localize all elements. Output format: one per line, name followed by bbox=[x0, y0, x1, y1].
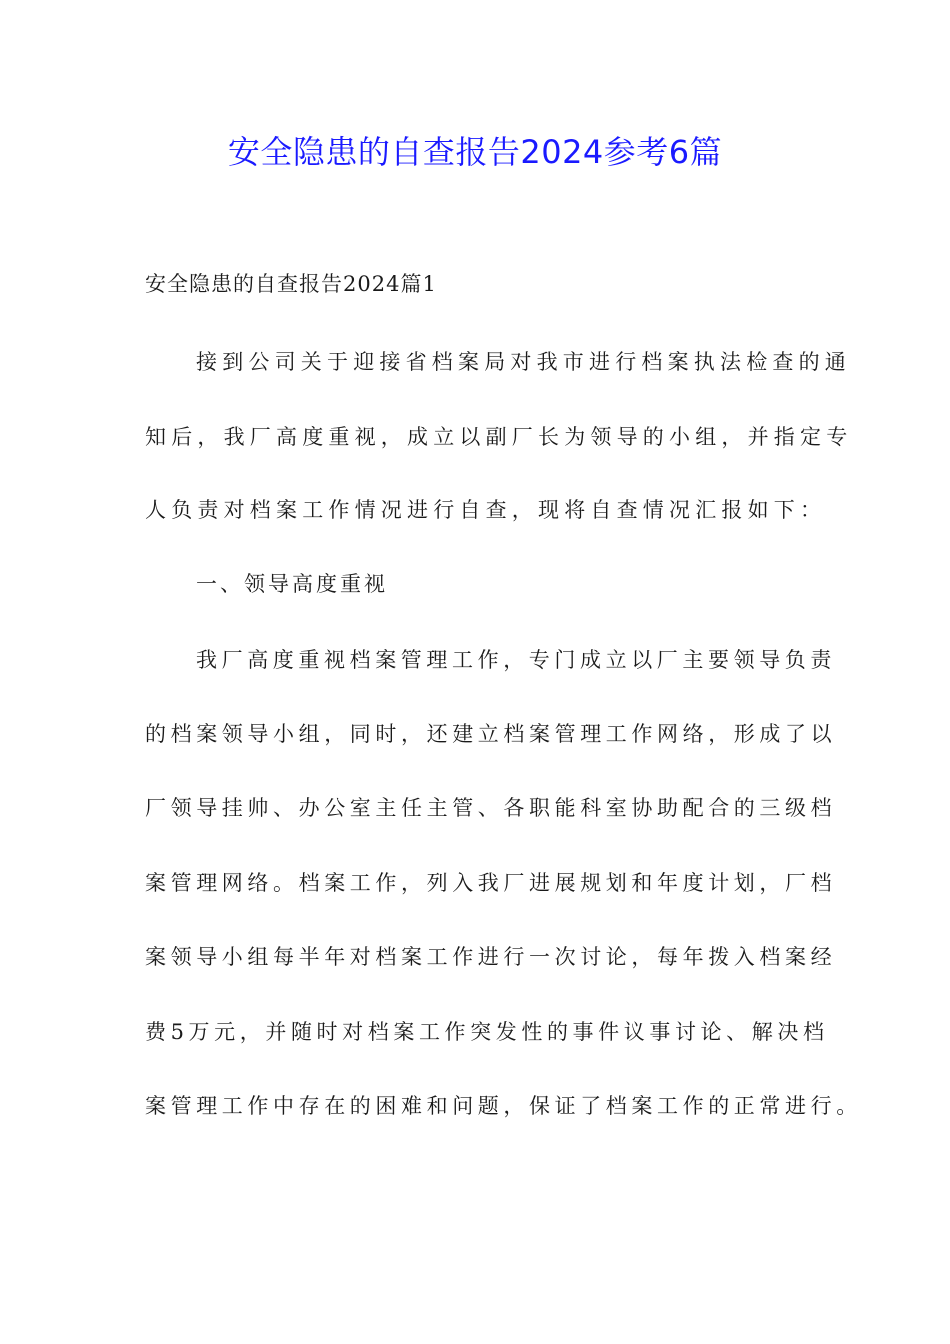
paragraph-2-line-5: 案领导小组每半年对档案工作进行一次讨论，每年拨入档案经 bbox=[145, 945, 837, 969]
paragraph-2-line-4: 案管理网络。档案工作，列入我厂进展规划和年度计划，厂档 bbox=[145, 871, 837, 895]
paragraph-2-line-6: 费5万元，并随时对档案工作突发性的事件议事讨论、解决档 bbox=[145, 1020, 829, 1044]
section-heading: 安全隐患的自查报告2024篇1 bbox=[145, 272, 437, 296]
paragraph-2-line-1: 我厂高度重视档案管理工作，专门成立以厂主要领导负责 bbox=[196, 648, 836, 672]
paragraph-2-line-2: 的档案领导小组，同时，还建立档案管理工作网络，形成了以 bbox=[145, 722, 837, 746]
paragraph-1-line-3: 人负责对档案工作情况进行自查，现将自查情况汇报如下： bbox=[145, 498, 827, 522]
paragraph-1-line-1: 接到公司关于迎接省档案局对我市进行档案执法检查的通 bbox=[196, 350, 851, 374]
paragraph-2-line-7: 案管理工作中存在的困难和问题，保证了档案工作的正常进行。 bbox=[145, 1094, 862, 1118]
paragraph-2-line-3: 厂领导挂帅、办公室主任主管、各职能科室协助配合的三级档 bbox=[145, 796, 837, 820]
document-title: 安全隐患的自查报告2024参考6篇 bbox=[227, 133, 723, 171]
subheading-leadership: 一、领导高度重视 bbox=[196, 572, 388, 596]
paragraph-1-line-2: 知后，我厂高度重视，成立以副厂长为领导的小组，并指定专 bbox=[145, 425, 853, 449]
